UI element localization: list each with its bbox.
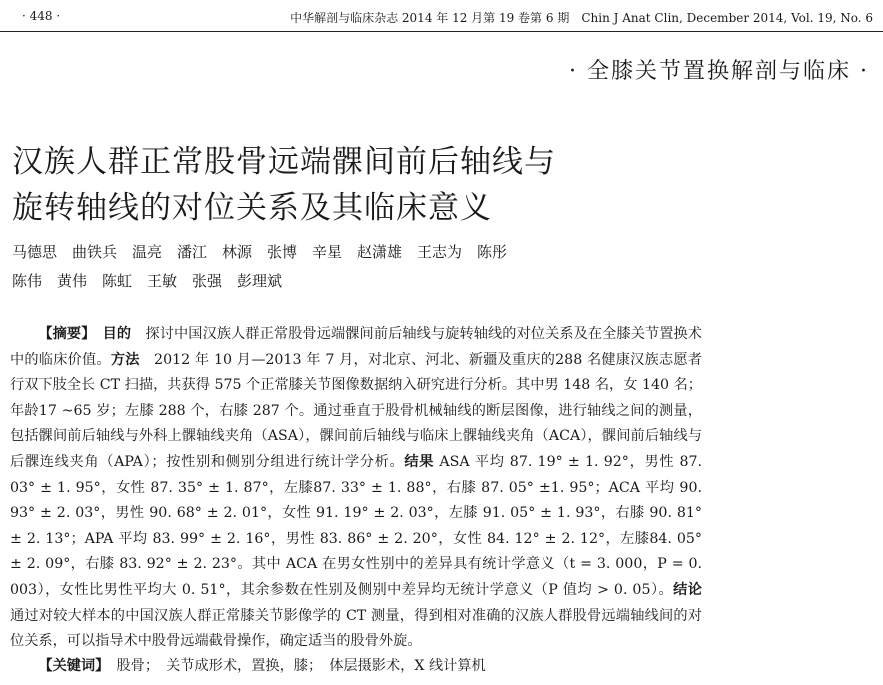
authors-line-2: 陈伟 黄伟 陈虹 王敏 张强 彭理斌 bbox=[12, 272, 283, 290]
abstract-paragraph bbox=[10, 322, 702, 655]
journal-citation: 中华解剖与临床杂志 2014 年 12 月第 19 卷第 6 期 Chin J Anat Clin, December 2014, Vol. 19, No. 6 bbox=[290, 11, 873, 25]
running-header bbox=[0, 6, 883, 32]
results-text: ASA 平均 87. 19° ± 1. 92°，男性 87. 03° ± 1. 95°，女性 87. 35° ± 1. 87°，左膝87. 33° ± 1. 88°，右膝 87. 05° ±1. 95°；ACA 平均 90. 93° ± 2. 03°，男性 90. 68° ± 2. 01°，女性 91. 19° ± 2. 03°，左膝 91. 05° ± 1. 93°，右膝 90. 81° ± 2. 13°；APA 平均 83. 99° ± 2. 16°，男性 83. 86° ± 2. 20°，女性 84. 12° ± 2. 12°，左膝84. 05° ± 2. 09°，右膝 83. 92° ± 2. 23°。其中 ACA 在男女性别中的差异具有统计学意义（t = 3. 000，P = 0. 003），女性比男性平均大 0. 51°，其余参数在性别及侧别中差异均无统计学意义（P 值均 > 0. 05）。 bbox=[10, 453, 703, 598]
objective-text: 探讨中国汉族人群正常股骨远端髁间前后轴线与旋转轴线的对位关系及在全膝关节置换术中的临床价值。 bbox=[10, 326, 702, 368]
conclusion-text: 通过对较大样本的中国汉族人群正常膝关节影像学的 CT 测量，得到相对准确的汉族人群股骨远端轴线间的对位关系，可以指导术中股骨远端截骨操作，确定适当的股骨外旋。 bbox=[10, 607, 702, 650]
title-line-1: 汉族人群正常股骨远端髁间前后轴线与 bbox=[12, 143, 556, 180]
page-number: · 448 · bbox=[22, 9, 61, 23]
keywords-text: 股骨； 关节成形术，置换，膝； 体层摄影术，X 线计算机 bbox=[116, 658, 486, 674]
abstract-label: 【摘要】 bbox=[38, 326, 89, 342]
author-list bbox=[12, 238, 872, 296]
results-label: 结果 bbox=[404, 453, 435, 470]
conclusion-label: 结论 bbox=[673, 581, 702, 598]
section-heading: · 全膝关节置换解剖与临床 · bbox=[569, 59, 869, 84]
keywords bbox=[10, 654, 702, 679]
abstract bbox=[10, 322, 702, 655]
methods-text: 2012 年 10 月—2013 年 7 月，对北京、河北、新疆及重庆的288 名健康汉族志愿者行双下肢全长 CT 扫描，共获得 575 个正常膝关节图像数据纳入研究进行分析。其中男 148 名，女 140 名；年龄17 ~65 岁；左膝 288 个，右膝 287 个。通过垂直于股骨机械轴线的断层图像，进行轴线之间的测量，包括髁间前后轴线与外科上髁轴线夹角（ASA），髁间前后轴线与临床上髁轴线夹角（ACA），髁间前后轴线与后髁连线夹角（APA）；按性别和侧别分组进行统计学分析。 bbox=[10, 351, 702, 470]
authors-line-1: 马德思 曲铁兵 温亮 潘江 林源 张博 辛星 赵潇雄 王志为 陈彤 bbox=[12, 243, 508, 261]
methods-label: 方法 bbox=[110, 351, 140, 368]
objective-label: 目的 bbox=[102, 326, 132, 342]
keywords-label: 【关键词】 bbox=[38, 658, 103, 674]
title-line-2: 旋转轴线的对位关系及其临床意义 bbox=[12, 189, 492, 226]
article-title bbox=[12, 139, 872, 231]
